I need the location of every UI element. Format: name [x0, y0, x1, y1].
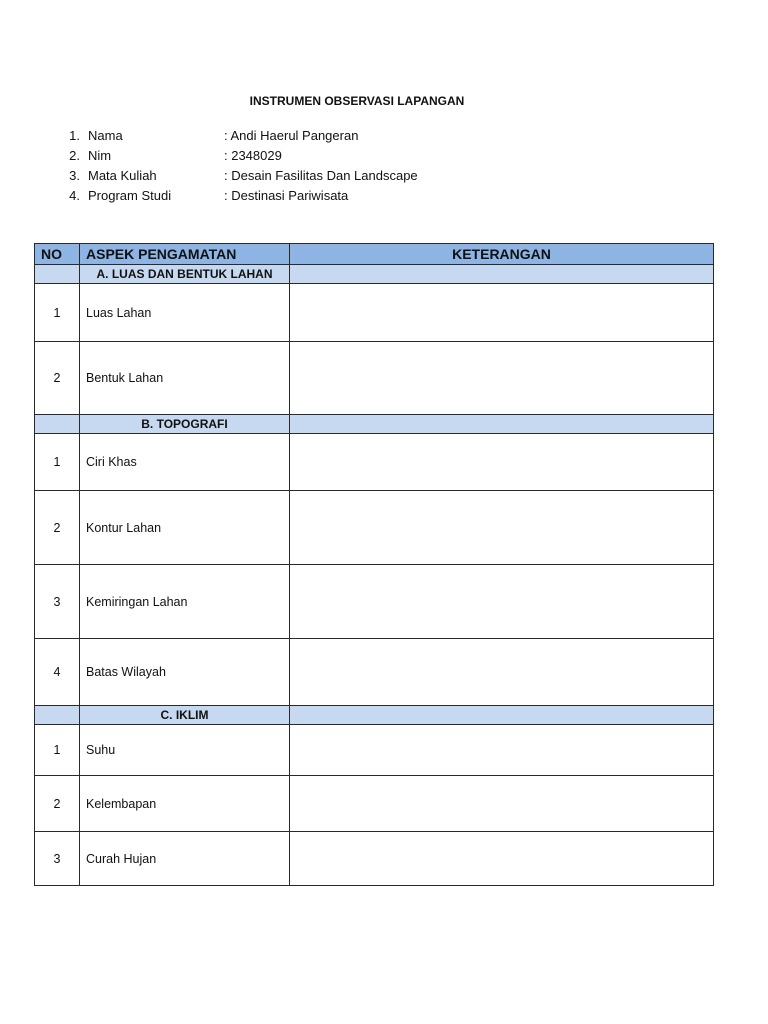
row-keterangan[interactable] — [290, 342, 714, 415]
section-blank-cell — [290, 265, 714, 284]
row-number: 1 — [35, 434, 80, 491]
row-keterangan[interactable] — [290, 491, 714, 565]
row-keterangan[interactable] — [290, 639, 714, 706]
row-keterangan[interactable] — [290, 434, 714, 491]
table-row — [35, 565, 714, 639]
row-aspek: Bentuk Lahan — [80, 342, 290, 415]
info-number: 2. — [69, 148, 80, 163]
row-keterangan[interactable] — [290, 565, 714, 639]
row-keterangan[interactable] — [290, 776, 714, 832]
row-aspek: Suhu — [80, 725, 290, 776]
section-row-b — [35, 415, 714, 434]
table-row — [35, 776, 714, 832]
row-number: 4 — [35, 639, 80, 706]
row-number: 1 — [35, 725, 80, 776]
row-aspek: Batas Wilayah — [80, 639, 290, 706]
row-keterangan[interactable] — [290, 832, 714, 886]
table-row — [35, 639, 714, 706]
table-row — [35, 491, 714, 565]
row-aspek: Kemiringan Lahan — [80, 565, 290, 639]
observation-table — [34, 243, 714, 886]
row-aspek: Luas Lahan — [80, 284, 290, 342]
row-number: 2 — [35, 491, 80, 565]
table-row — [35, 832, 714, 886]
section-blank-cell — [290, 415, 714, 434]
row-keterangan[interactable] — [290, 284, 714, 342]
row-number: 2 — [35, 776, 80, 832]
header-aspek: ASPEK PENGAMATAN — [80, 244, 290, 265]
row-keterangan[interactable] — [290, 725, 714, 776]
info-value: : Andi Haerul Pangeran — [224, 128, 359, 143]
row-number: 2 — [35, 342, 80, 415]
row-number: 3 — [35, 565, 80, 639]
section-title: B. TOPOGRAFI — [80, 415, 290, 434]
info-row-program-studi — [52, 186, 418, 206]
info-number: 3. — [69, 168, 80, 183]
section-row-c — [35, 706, 714, 725]
info-value: : Desain Fasilitas Dan Landscape — [224, 168, 418, 183]
row-number: 1 — [35, 284, 80, 342]
student-info — [52, 126, 418, 206]
table-header-row — [35, 244, 714, 265]
section-blank-cell — [35, 415, 80, 434]
info-value: : Destinasi Pariwisata — [224, 188, 349, 203]
header-no: NO — [35, 244, 80, 265]
table-row — [35, 434, 714, 491]
info-number: 1. — [69, 128, 80, 143]
table-row — [35, 342, 714, 415]
info-row-mata-kuliah — [52, 166, 418, 186]
row-aspek: Kelembapan — [80, 776, 290, 832]
row-aspek: Kontur Lahan — [80, 491, 290, 565]
section-title: A. LUAS DAN BENTUK LAHAN — [80, 265, 290, 284]
section-row-a — [35, 265, 714, 284]
section-blank-cell — [290, 706, 714, 725]
info-row-nama — [52, 126, 418, 146]
document-title: INSTRUMEN OBSERVASI LAPANGAN — [249, 94, 465, 108]
section-blank-cell — [35, 265, 80, 284]
info-value: : 2348029 — [224, 148, 282, 163]
info-label: Nim — [88, 148, 112, 163]
header-keterangan: KETERANGAN — [290, 244, 714, 265]
info-label: Mata Kuliah — [88, 168, 157, 183]
info-label: Program Studi — [88, 188, 172, 203]
table-row — [35, 725, 714, 776]
row-aspek: Ciri Khas — [80, 434, 290, 491]
section-title: C. IKLIM — [80, 706, 290, 725]
info-row-nim — [52, 146, 418, 166]
row-aspek: Curah Hujan — [80, 832, 290, 886]
info-number: 4. — [69, 188, 80, 203]
table-row — [35, 284, 714, 342]
row-number: 3 — [35, 832, 80, 886]
info-label: Nama — [88, 128, 123, 143]
section-blank-cell — [35, 706, 80, 725]
